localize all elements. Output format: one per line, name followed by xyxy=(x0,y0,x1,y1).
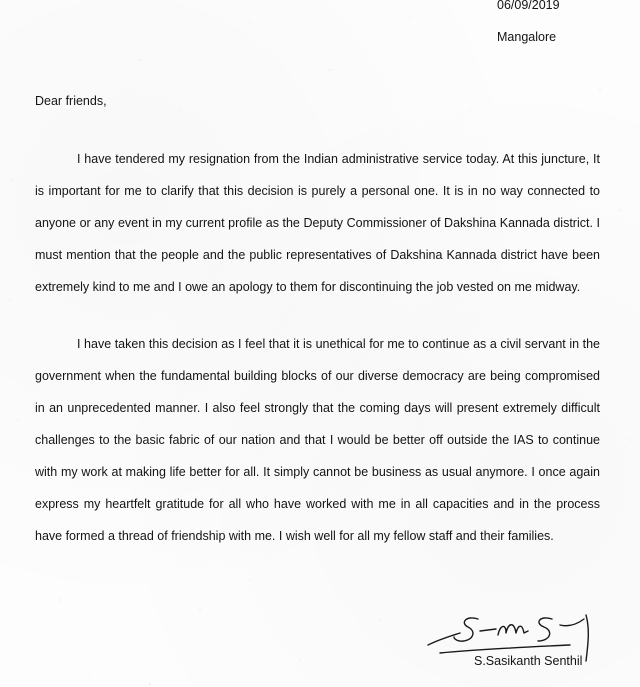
salutation: Dear friends, xyxy=(35,94,107,108)
paragraph-1: I have tendered my resignation from the Indian administrative service today. At this juncture, It is important for me to clarify that this decision is purely a personal one. It is in no way connected to anyone or any event in my current profile as the Deputy Commissioner of Dakshina Kannada district. I must mention that the people and the public representatives of Dakshina Kannada district have been extremely kind to me and I owe an apology to them for discontinuing the job vested on me midway. xyxy=(35,152,600,294)
signatory-name: S.Sasikanth Senthil xyxy=(474,654,583,668)
letter-date: 06/09/2019 xyxy=(497,0,560,12)
paragraph-2: I have taken this decision as I feel that it is unethical for me to continue as a civil servant in the government when the fundamental building blocks of our diverse democracy are being compromised in an unprecedented manner. I also feel strongly that the coming days will present extremely difficult challenges to the basic fabric of our nation and that I would be better off outside the IAS to continue with my work at making life better for all. It simply cannot be business as usual anymore. I once again express my heartfelt gratitude for all who have worked with me in all capacities and in the process have formed a thread of friendship with me. I wish well for all my fellow staff and their families. xyxy=(35,337,600,543)
letter-place: Mangalore xyxy=(497,30,557,44)
